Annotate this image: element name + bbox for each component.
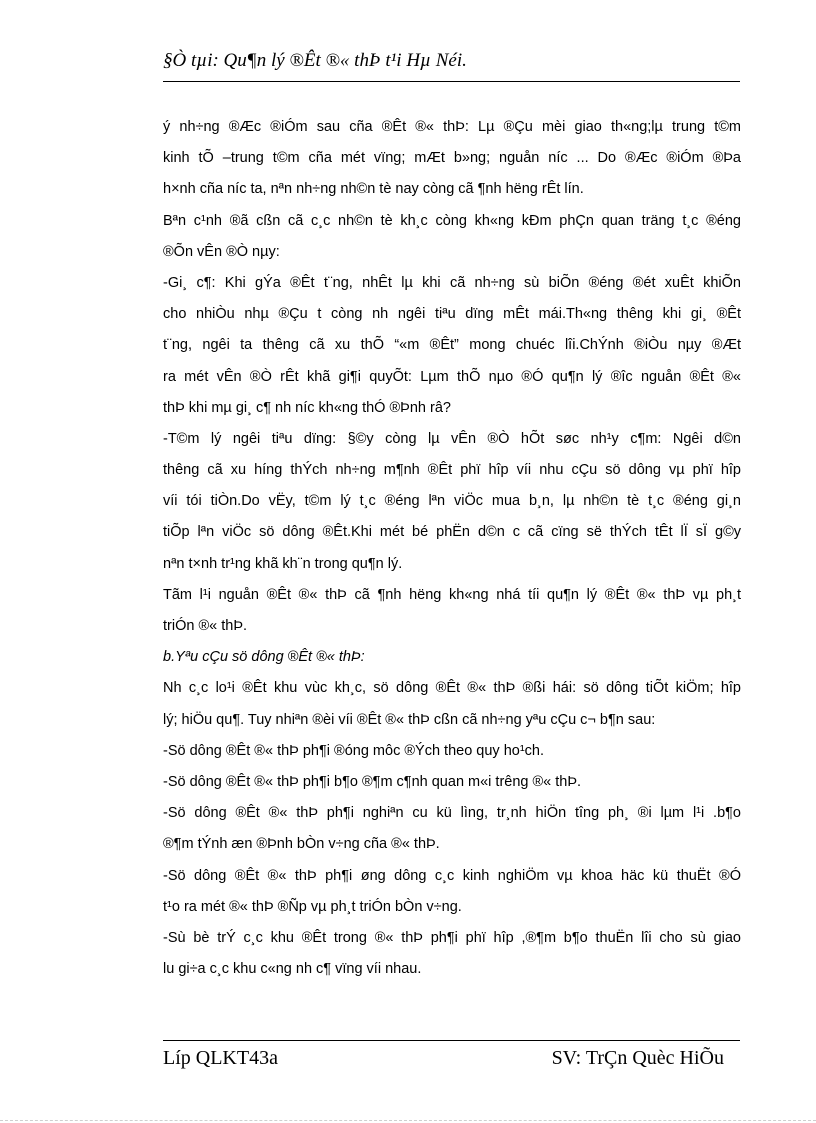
footer-rule [163, 1040, 740, 1041]
section-heading: b.Yªu cÇu sö dông ®Êt ®« thÞ: [163, 649, 365, 666]
text-line: h×nh cña níc ta, nªn nh÷ng nh©n tè nay còng cã ¶nh hëng rÊt lín. [163, 181, 584, 198]
text-line: Bªn c¹nh ®ã cßn cã c¸c nh©n tè kh¸c còng kh«ng kÐm phÇn quan träng t¸c ®éng [163, 212, 741, 229]
text-line: ra mét vÊn ®Ò rÊt khã gi¶i quyÕt: Lµm thÕ nµo ®Ó qu¶n lý ®îc nguån ®Êt ®« [163, 368, 741, 385]
body-text [163, 112, 741, 985]
text-line: ®Õn vÊn ®Ò nµy: [163, 243, 280, 260]
text-line: kinh tÕ –trung t©m cña mét vïng; mÆt b»ng; nguån níc ... Do ®Æc ®iÓm ®Þa [163, 150, 741, 167]
text-line: thÞ khi mµ gi¸ c¶ nh níc kh«ng thÓ ®Þnh râ? [163, 399, 451, 416]
text-line: t¹o ra mét ®« thÞ ®Ñp vµ ph¸t triÓn bÒn v÷ng. [163, 898, 462, 915]
header-title: §Ò tµi: Qu¶n lý ®Êt ®« thÞ t¹i Hµ Néi. [163, 50, 467, 71]
text-line: nªn t×nh tr¹ng khã kh¨n trong qu¶n lý. [163, 555, 403, 572]
text-line: Nh c¸c lo¹i ®Êt khu vùc kh¸c, sö dông ®Êt ®« thÞ ®ßi hái: sö dông tiÕt kiÖm; hîp [163, 680, 741, 697]
text-line: lý; hiÖu qu¶. Tuy nhiªn ®èi víi ®Êt ®« thÞ cßn cã nh÷ng yªu cÇu c¬ b¶n sau: [163, 711, 656, 728]
text-line: Tãm l¹i nguån ®Êt ®« thÞ cã ¶nh hëng kh«ng nhá tíi qu¶n lý ®Êt ®« thÞ vµ ph¸t [163, 586, 741, 603]
text-line: ®¶m tÝnh æn ®Þnh bÒn v÷ng cña ®« thÞ. [163, 836, 440, 853]
text-line: triÓn ®« thÞ. [163, 618, 248, 634]
header-rule [163, 81, 740, 82]
text-line: cho nhiÒu nhµ ®Çu t còng nh ngêi tiªu dïng mÊt mái.Th«ng thêng khi gi¸ ®Êt [163, 306, 741, 323]
text-line: ý nh÷ng ®Æc ®iÓm sau cña ®Êt ®« thÞ: Lµ ®Çu mèi giao th«ng;lµ trung t©m [163, 119, 741, 135]
footer-class: Líp QLKT43a [163, 1047, 278, 1069]
text-line: -Sö dông ®Êt ®« thÞ ph¶i nghiªn cu kü lìng, tr¸nh hiÖn tîng ph¸ ®i lµm l¹i .b¶o [163, 805, 741, 822]
text-line: -Sö dông ®Êt ®« thÞ ph¶i b¶o ®¶m c¶nh quan m«i trêng ®« thÞ. [163, 773, 582, 790]
text-line: thêng cã xu híng thÝch nh÷ng m¶nh ®Êt phï hîp víi nhu cÇu sö dông vµ phï hîp [163, 462, 741, 479]
footer-student: SV: TrÇn Quèc HiÕu [551, 1047, 724, 1069]
text-line: tiÕp lªn viÖc sö dông ®Êt.Khi mét bé phËn d©n c cã cïng së thÝch tÊt lÏ sÏ g©y [163, 524, 741, 541]
text-line: -Gi¸ c¶: Khi gÝa ®Êt t¨ng, nhÊt lµ khi cã nh÷ng sù biÕn ®éng ®ét xuÊt khiÕn [163, 274, 741, 291]
text-line: t¨ng, ngêi ta thêng cã xu thÕ “«m ®Êt” mong chuéc lîi.ChÝnh ®iÒu nµy ®Æt [163, 337, 741, 354]
text-line: víi tói tiÒn.Do vËy, t©m lý t¸c ®éng lªn viÖc mua b¸n, lµ nh©n tè t¸c ®éng gi¸n [163, 493, 741, 510]
text-line: -Sù bè trÝ c¸c khu ®Êt trong ®« thÞ ph¶i phï hîp ,®¶m b¶o thuËn lîi cho sù giao [163, 929, 741, 946]
text-line: -Sö dông ®Êt ®« thÞ ph¶i ®óng môc ®Ých theo quy ho¹ch. [163, 742, 545, 759]
page-break-line [0, 1120, 816, 1121]
text-line: -Sö dông ®Êt ®« thÞ ph¶i øng dông c¸c kinh nghiÖm vµ khoa häc kü thuËt ®Ó [163, 867, 741, 884]
text-line: lu gi÷a c¸c khu c«ng nh c¶ vïng víi nhau. [163, 961, 422, 978]
text-line: -T©m lý ngêi tiªu dïng: §©y còng lµ vÊn ®Ò hÕt søc nh¹y c¶m: Ngêi d©n [163, 430, 741, 447]
